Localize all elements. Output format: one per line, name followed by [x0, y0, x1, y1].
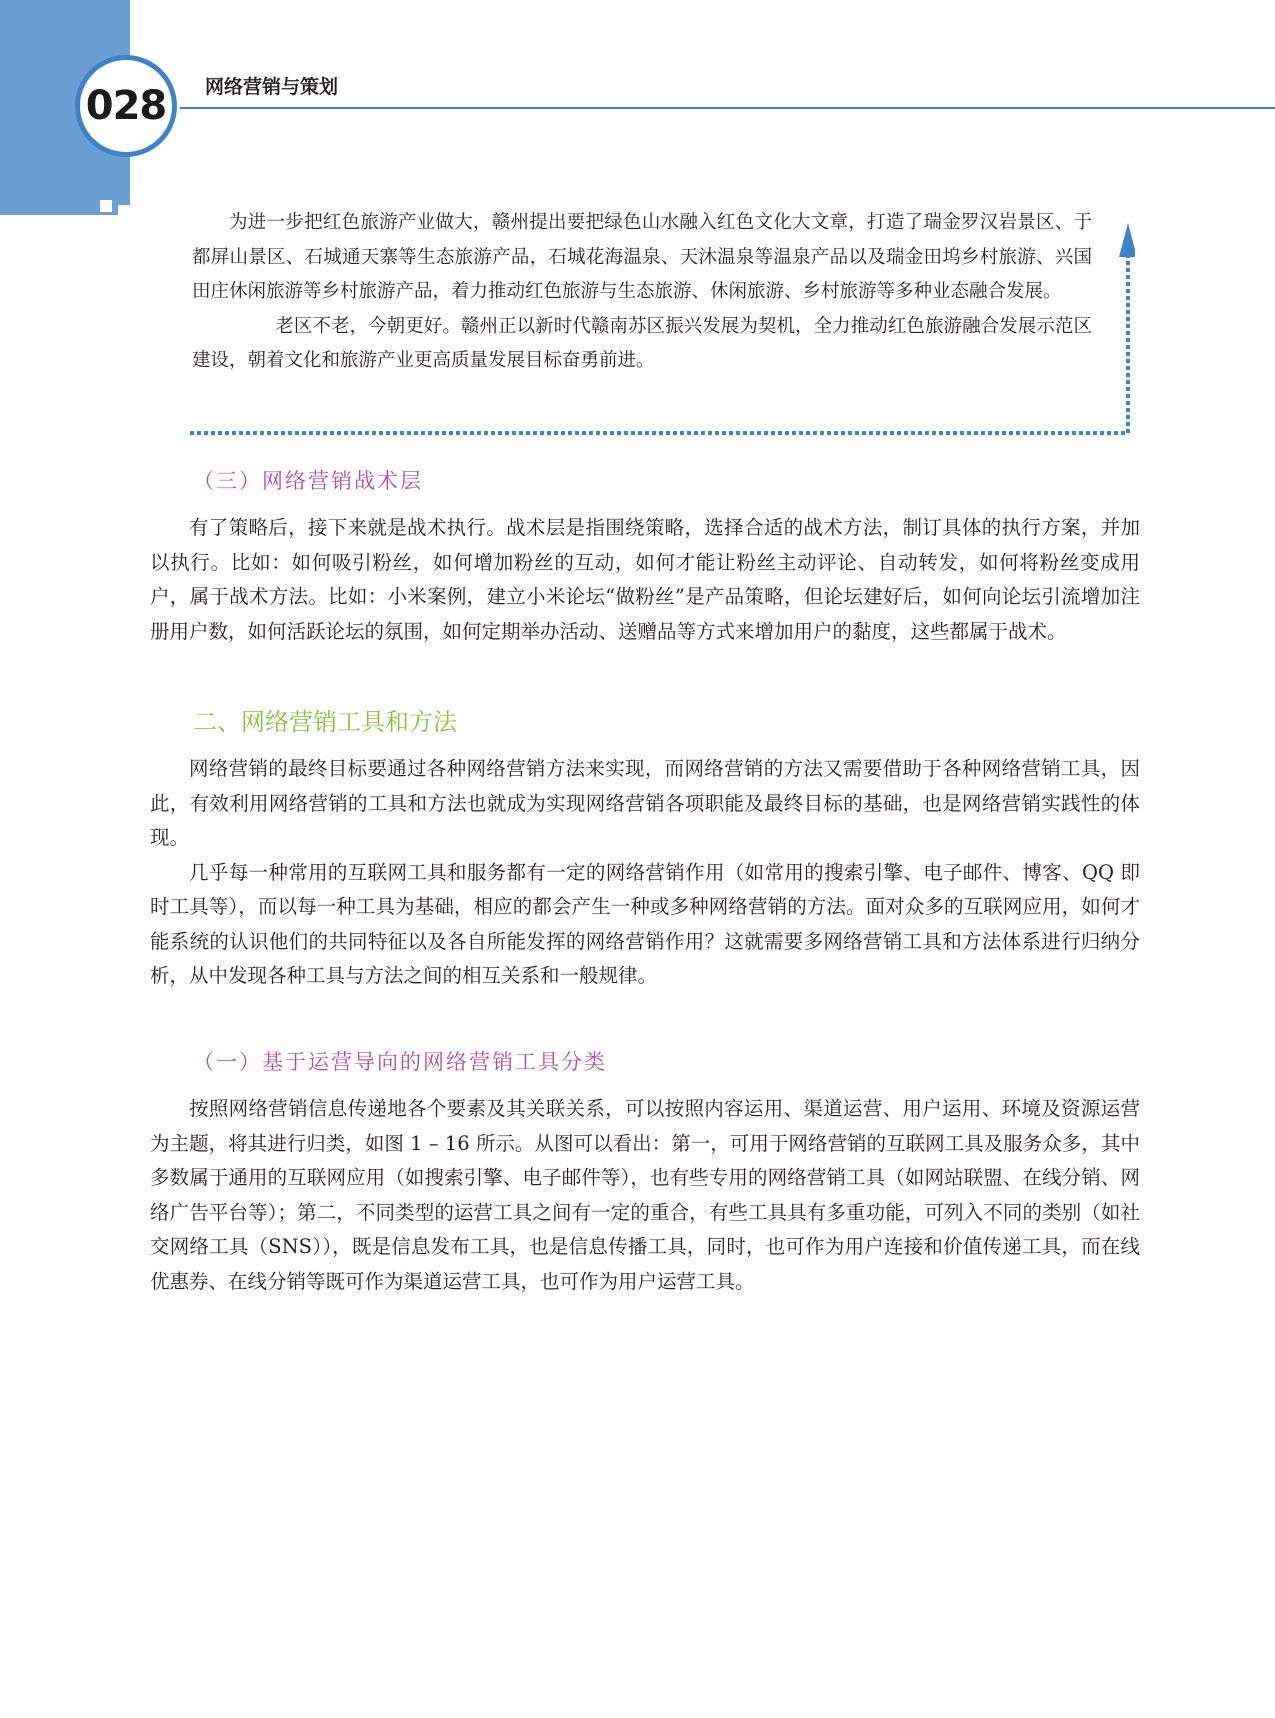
corner-notch-gap-2 [118, 205, 130, 217]
arrow-up-icon [1119, 223, 1135, 257]
body-paragraph: 网络营销的最终目标要通过各种网络营销方法来实现，而网络营销的方法又需要借助于各种网络营销工具，因此，有效利用网络营销的工具和方法也就成为实现网络营销各项职能及最终目标的基础，也是网络营销实践性的体现。 [150, 757, 1140, 849]
corner-notch-gap [100, 200, 112, 212]
section-heading-tools: 二、网络营销工具和方法 [193, 708, 457, 736]
subsection-heading-classification: （一）基于运营导向的网络营销工具分类 [193, 1050, 607, 1074]
corner-notch-decoration [110, 180, 130, 200]
header-rule [180, 107, 1275, 109]
page-number: 028 [85, 83, 167, 129]
tactics-body [150, 511, 1140, 649]
body-paragraph: 按照网络营销信息传递地各个要素及其关联关系，可以按照内容运用、渠道运营、用户运用、环境及资源运营为主题，将其进行归类，如图 1 – 16 所示。从图可以看出：第一，可用于网络营销的互联网工具及服务众多，其中多数属于通用的互联网应用（如搜索引擎、电子邮件等），也有些专用的网络营销工具（如网站联盟、在线分销、网络广告平台等）；第二，不同类型的运营工具之间有一定的重合，有些工具具有多重功能，可列入不同的类别（如社交网络工具（SNS）），既是信息发布工具，也是信息传播工具，同时，也可作为用户连接和价值传递工具，而在线优惠券、在线分销等既可作为渠道运营工具，也可作为用户运营工具。 [150, 1097, 1140, 1293]
body-paragraph: 几乎每一种常用的互联网工具和服务都有一定的网络营销作用（如常用的搜索引擎、电子邮件、博客、QQ 即时工具等），而以每一种工具为基础，相应的都会产生一种或多种网络营销的方法。面对众多的互联网应用，如何才能系统的认识他们的共同特征以及各自所能发挥的网络营销作用？这就需要多网络营销工具和方法体系进行归纳分析，从中发现各种工具与方法之间的相互关系和一般规律。 [150, 860, 1140, 987]
tools-body [150, 752, 1140, 994]
case-study-box [150, 200, 1135, 440]
book-title: 网络营销与策划 [205, 76, 339, 98]
classification-body [150, 1092, 1140, 1299]
page-number-badge [75, 55, 177, 157]
body-paragraph: 有了策略后，接下来就是战术执行。战术层是指围绕策略，选择合适的战术方法，制订具体的执行方案，并加以执行。比如：如何吸引粉丝，如何增加粉丝的互动，如何才能让粉丝主动评论、自动转发，如何将粉丝变成用户，属于战术方法。比如：小米案例，建立小米论坛“做粉丝”是产品策略，但论坛建好后，如何向论坛引流增加注册用户数，如何活跃论坛的氛围，如何定期举办活动、送赠品等方式来增加用户的黏度，这些都属于战术。 [150, 516, 1140, 643]
case-paragraph: 为进一步把红色旅游产业做大，赣州提出要把绿色山水融入红色文化大文章，打造了瑞金罗汉岩景区、于都屏山景区、石城通天寨等生态旅游产品，石城花海温泉、天沐温泉等温泉产品以及瑞金田坞乡村旅游、兴国田庄休闲旅游等乡村旅游产品，着力推动红色旅游与生态旅游、休闲旅游、乡村旅游等多种业态融合发展。 [192, 212, 1092, 302]
case-paragraph: 老区不老，今朝更好。赣州正以新时代赣南苏区振兴发展为契机，全力推动红色旅游融合发展示范区建设，朝着文化和旅游产业更高质量发展目标奋勇前进。 [192, 315, 1092, 371]
case-text [192, 206, 1092, 379]
subsection-heading-tactics: （三）网络营销战术层 [193, 469, 423, 493]
